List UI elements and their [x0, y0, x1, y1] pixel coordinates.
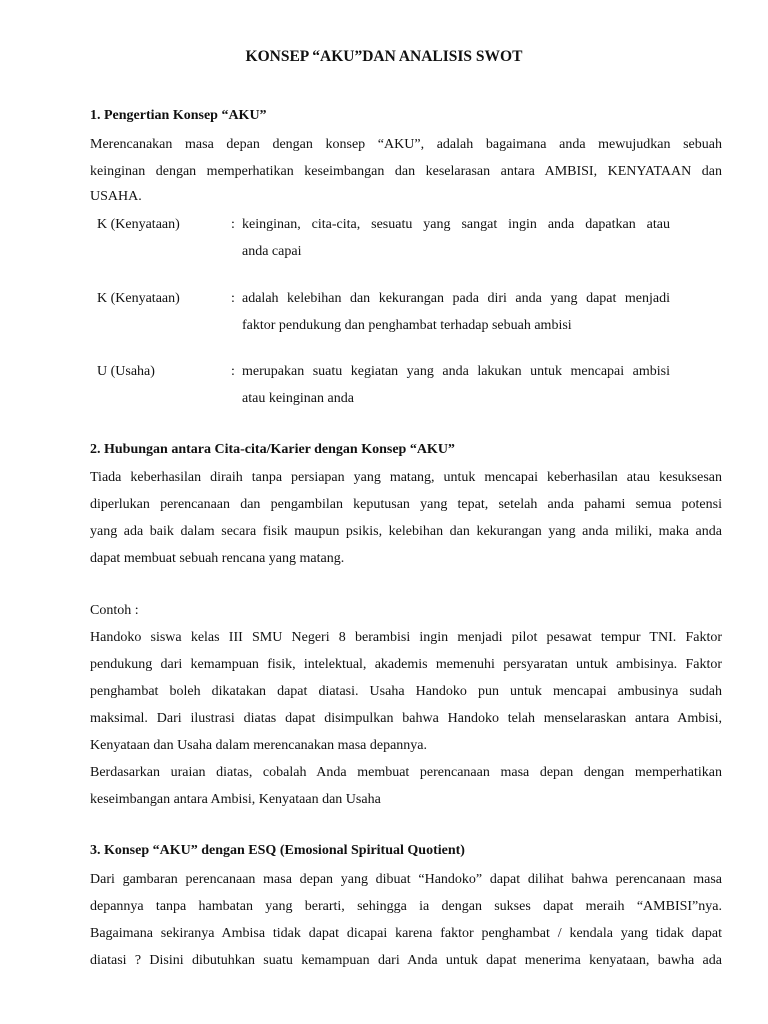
example-label: [90, 597, 722, 624]
definition-term: K (Kenyataan): [97, 291, 180, 306]
definition-body: [242, 358, 670, 412]
section-2-paragraph: [90, 464, 722, 572]
definition-colon: :: [231, 291, 235, 306]
paragraph-line: maksimal. Dari ilustrasi diatas dapat disimpulkan bahwa Handoko telah menselaraskan antara Ambisi,: [90, 711, 722, 726]
section-1-heading: 1. Pengertian Konsep “AKU”: [90, 108, 267, 123]
paragraph-line: yang ada baik dalam secara fisik maupun psikis, kelebihan dan kekurangan yang anda miliki, maka anda: [90, 524, 722, 539]
section-1-paragraph: [90, 131, 722, 209]
paragraph-line: keinginan dengan memperhatikan keseimbangan dan keselarasan antara AMBISI, KENYATAAN dan: [90, 164, 722, 179]
section-3-paragraph: [90, 866, 722, 974]
definition-line: anda capai: [242, 244, 302, 259]
document-title: KONSEP “AKU”DAN ANALISIS SWOT: [245, 48, 523, 65]
definition-line: keinginan, cita-cita, sesuatu yang sangat ingin anda dapatkan atau: [242, 217, 670, 232]
paragraph-line: Handoko siswa kelas III SMU Negeri 8 berambisi ingin menjadi pilot pesawat tempur TNI. Faktor: [90, 630, 722, 645]
paragraph-line: depannya tanpa hambatan yang berarti, sehingga ia dengan sukses dapat meraih “AMBISI”nya.: [90, 899, 722, 914]
definition-line: faktor pendukung dan penghambat terhadap sebuah ambisi: [242, 318, 572, 333]
paragraph-line: Dari gambaran perencanaan masa depan yang dibuat “Handoko” dapat dilihat bahwa perencanaan masa: [90, 872, 722, 887]
definition-colon: :: [231, 364, 235, 379]
paragraph-line: Bagaimana sekiranya Ambisa tidak dapat dicapai karena faktor penghambat / kendala yang tidak dapat: [90, 926, 722, 941]
paragraph-line: dapat membuat sebuah rencana yang matang.: [90, 551, 345, 566]
paragraph-line: Berdasarkan uraian diatas, cobalah Anda membuat perencanaan masa depan dengan memperhatikan: [90, 765, 722, 780]
paragraph-line: diperlukan perencanaan dan pengambilan keputusan yang tepat, setelah anda pahami semua potensi: [90, 497, 722, 512]
paragraph-line: keseimbangan antara Ambisi, Kenyataan dan Usaha: [90, 792, 381, 807]
example-label-text: Contoh :: [90, 603, 139, 618]
paragraph-line: penghambat boleh dikatakan dapat diatasi. Usaha Handoko pun untuk mencapai ambusinya sudah: [90, 684, 722, 699]
section-2-heading: 2. Hubungan antara Cita-cita/Karier dengan Konsep “AKU”: [90, 442, 455, 457]
definition-line: adalah kelebihan dan kekurangan pada diri anda yang dapat menjadi: [242, 291, 670, 306]
definition-term: K (Kenyataan): [97, 217, 180, 232]
paragraph-line: pendukung dari kemampuan fisik, intelektual, akademis memenuhi persyaratan untuk ambisinya. Faktor: [90, 657, 722, 672]
definition-body: [242, 211, 670, 265]
definition-line: atau keinginan anda: [242, 391, 354, 406]
paragraph-line: Merencanakan masa depan dengan konsep “AKU”, adalah bagaimana anda mewujudkan sebuah: [90, 137, 722, 152]
paragraph-line: diatasi ? Disini dibutuhkan suatu kemampuan dari Anda untuk dapat menerima kenyataan, bawha ada: [90, 953, 722, 968]
paragraph-line: Tiada keberhasilan diraih tanpa persiapan yang matang, untuk mencapai keberhasilan atau kesuksesan: [90, 470, 722, 485]
definition-body: [242, 285, 670, 339]
paragraph-line: Kenyataan dan Usaha dalam merencanakan masa depannya.: [90, 738, 428, 753]
definition-line: merupakan suatu kegiatan yang anda lakukan untuk mencapai ambisi: [242, 364, 670, 379]
section-3-heading: 3. Konsep “AKU” dengan ESQ (Emosional Spiritual Quotient): [90, 843, 465, 858]
example-paragraph: [90, 624, 722, 813]
paragraph-line: USAHA.: [90, 189, 142, 204]
definition-term: U (Usaha): [97, 364, 155, 379]
definition-colon: :: [231, 217, 235, 232]
